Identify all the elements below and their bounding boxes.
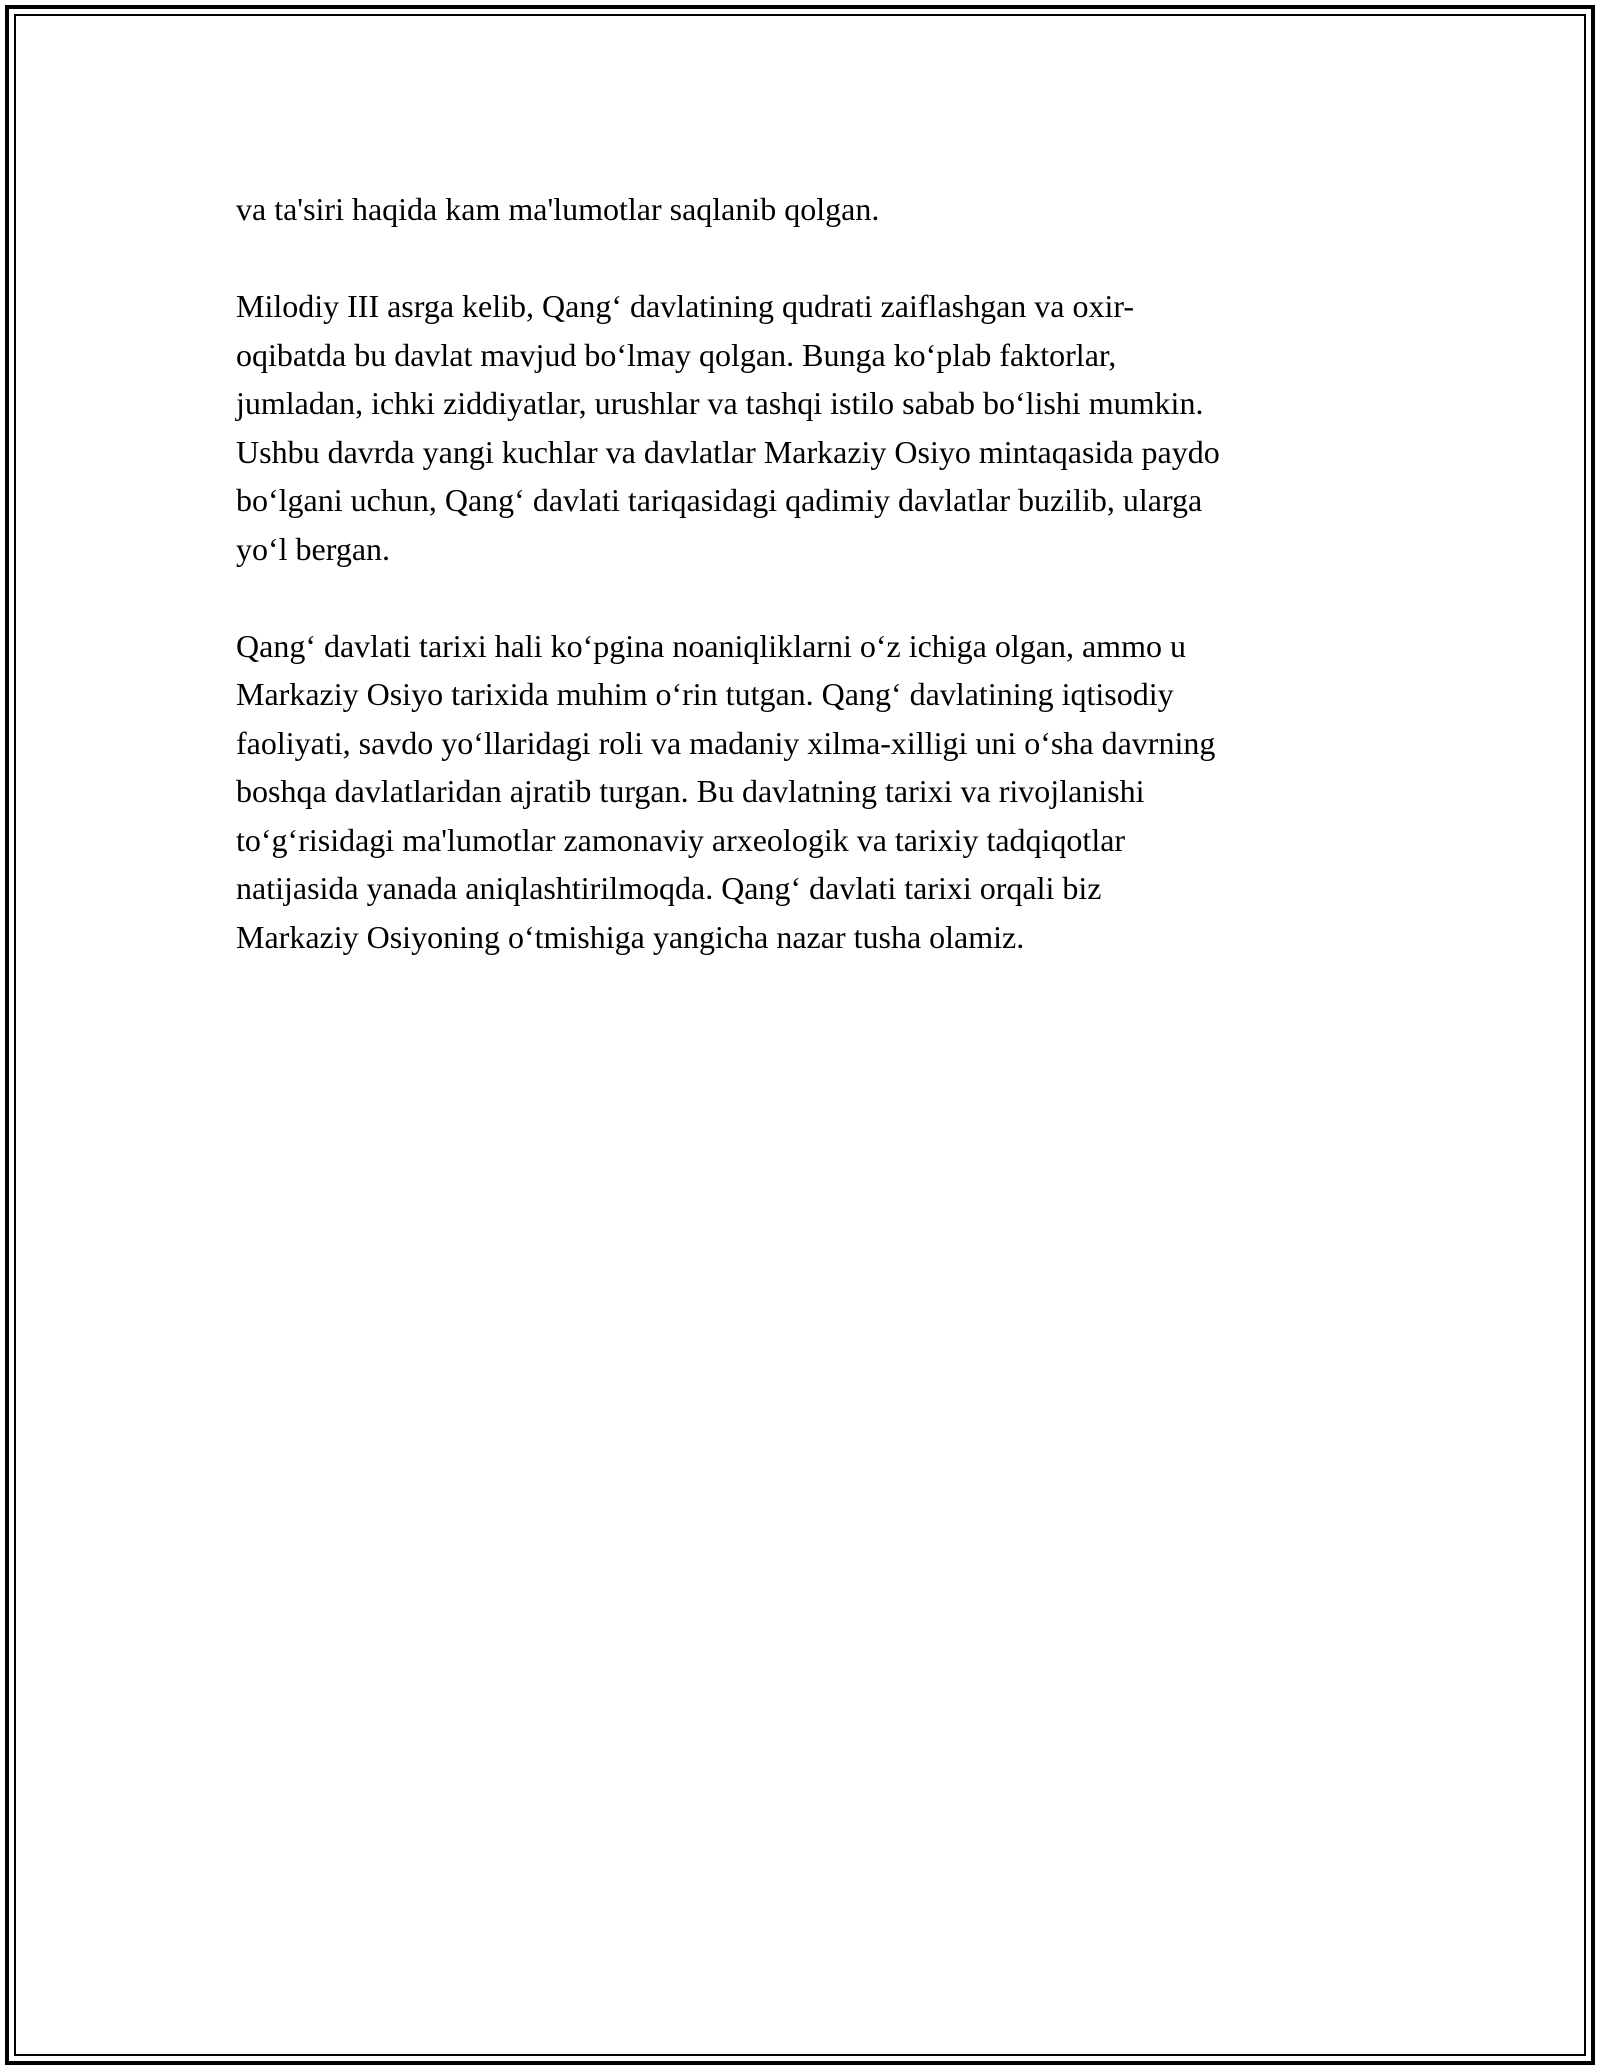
document-body xyxy=(236,185,1386,1010)
paragraph-1: va ta'siri haqida kam ma'lumotlar saqlanib qolgan. xyxy=(236,191,880,227)
paragraph-3: Qang‘ davlati tarixi hali ko‘pgina noaniqliklarni o‘z ichiga olgan, ammo u Markaziy Osiyo tarixida muhim o‘rin tutgan. Qang‘ davlatining iqtisodiy faoliyati, savdo yo‘llaridagi roli va madaniy xilma-xilligi uni o‘sha davrning boshqa davlatlaridan ajratib turgan. Bu davlatning tarixi va rivojlanishi to‘g‘risidagi ma'lumotlar zamonaviy arxeologik va tarixiy tadqiqotlar natijasida yanada aniqlashtirilmoqda. Qang‘ davlati tarixi orqali biz Markaziy Osiyoning o‘tmishiga yangicha nazar tusha olamiz. xyxy=(236,627,1216,955)
paragraph-2: Milodiy III asrga kelib, Qang‘ davlatining qudrati zaiflashgan va oxir- oqibatda bu davlat mavjud bo‘lmay qolgan. Bunga ko‘plab faktorlar, jumladan, ichki ziddiyatlar, urushlar va tashqi istilo sabab bo‘lishi mumkin. Ushbu davrda yangi kuchlar va davlatlar Markaziy Osiyo mintaqasida paydo bo‘lgani uchun, Qang‘ davlati tariqasidagi qadimiy davlatlar buzilib, ularga yo‘l bergan. xyxy=(236,288,1220,567)
